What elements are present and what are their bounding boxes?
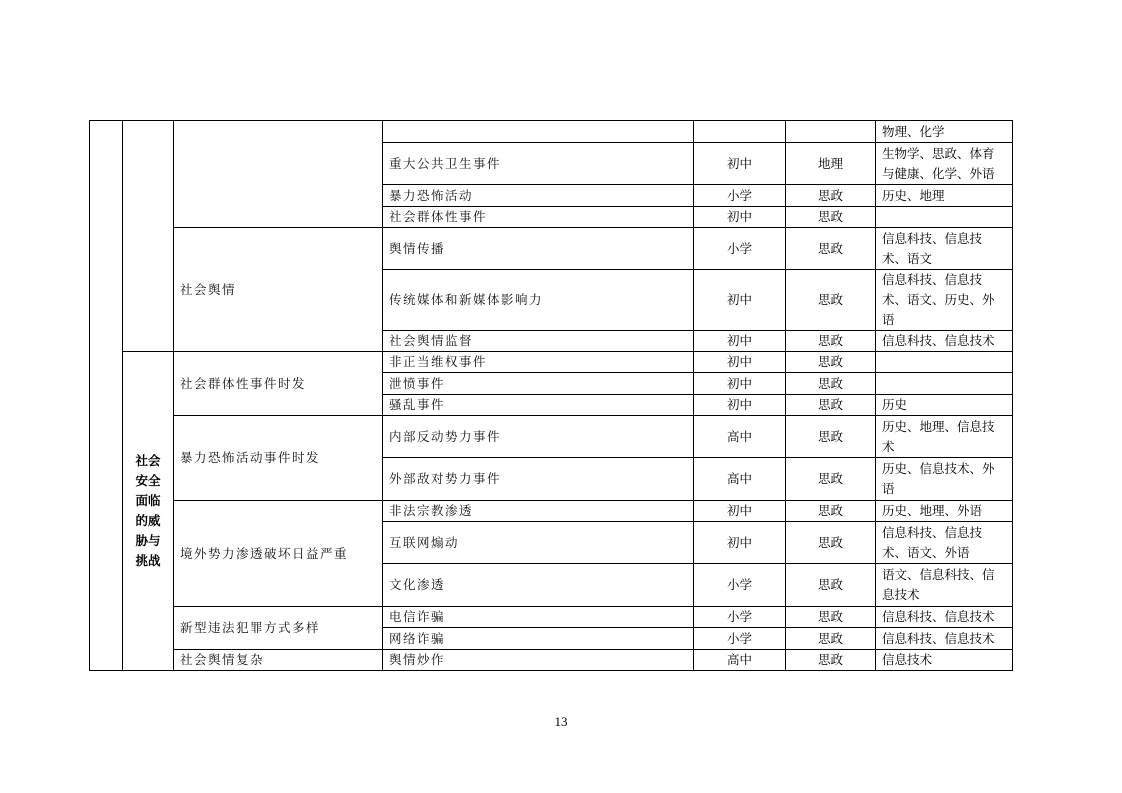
- related-subjects-cell: 历史、信息技术、外语: [876, 458, 1013, 501]
- subject-cell: 思政: [786, 270, 876, 331]
- subject-cell: 思政: [786, 650, 876, 671]
- level-cell: 初中: [694, 143, 786, 185]
- category-cell: [123, 352, 174, 671]
- level-cell: 小学: [694, 564, 786, 607]
- subtopic-cell: 新型违法犯罪方式多样: [174, 607, 383, 650]
- event-cell: 互联网煽动: [383, 522, 694, 564]
- event-cell: 社会群体性事件: [383, 207, 694, 228]
- level-cell: 初中: [694, 331, 786, 352]
- category-cell-continued: [123, 121, 174, 352]
- subject-cell: 思政: [786, 185, 876, 207]
- event-cell: 网络诈骗: [383, 628, 694, 650]
- subject-cell: 思政: [786, 331, 876, 352]
- event-cell: 骚乱事件: [383, 395, 694, 416]
- table-row: [90, 228, 1013, 270]
- level-cell: 高中: [694, 650, 786, 671]
- table-row: [90, 352, 1013, 373]
- event-cell: 非正当维权事件: [383, 352, 694, 373]
- level-cell: 初中: [694, 352, 786, 373]
- event-cell: 非法宗教渗透: [383, 501, 694, 522]
- related-subjects-cell: 历史、地理、外语: [876, 501, 1013, 522]
- curriculum-table: [89, 120, 1013, 671]
- subtopic-cell: 社会舆情: [174, 228, 383, 352]
- level-cell: 高中: [694, 416, 786, 458]
- related-subjects-cell: 信息科技、信息技术、语文: [876, 228, 1013, 270]
- page-number: 13: [554, 714, 568, 729]
- level-cell: 初中: [694, 207, 786, 228]
- subject-cell: 思政: [786, 373, 876, 395]
- level-cell: 初中: [694, 501, 786, 522]
- subtopic-cell: 境外势力渗透破坏日益严重: [174, 501, 383, 607]
- subject-cell: 地理: [786, 143, 876, 185]
- level-cell: 小学: [694, 228, 786, 270]
- level-cell: 高中: [694, 458, 786, 501]
- subtopic-cell: 暴力恐怖活动事件时发: [174, 416, 383, 501]
- related-subjects-cell: [876, 373, 1013, 395]
- subject-cell: 思政: [786, 607, 876, 628]
- event-cell: 内部反动势力事件: [383, 416, 694, 458]
- table-row: [90, 121, 1013, 143]
- level-cell: 小学: [694, 185, 786, 207]
- level-cell: [694, 121, 786, 143]
- subtopic-cell: 社会群体性事件时发: [174, 352, 383, 416]
- subject-cell: 思政: [786, 207, 876, 228]
- category-label: 社会安全面临的威胁与挑战: [135, 453, 161, 568]
- subtopic-cell: 社会舆情复杂: [174, 650, 383, 671]
- subtopic-cell: [174, 121, 383, 228]
- event-cell: 社会舆情监督: [383, 331, 694, 352]
- related-subjects-cell: [876, 352, 1013, 373]
- related-subjects-cell: 信息技术: [876, 650, 1013, 671]
- subject-cell: 思政: [786, 228, 876, 270]
- event-cell: 重大公共卫生事件: [383, 143, 694, 185]
- related-subjects-cell: 历史、地理、信息技术: [876, 416, 1013, 458]
- related-subjects-cell: 物理、化学: [876, 121, 1013, 143]
- subject-cell: [786, 121, 876, 143]
- event-cell: 暴力恐怖活动: [383, 185, 694, 207]
- related-subjects-cell: 信息科技、信息技术: [876, 607, 1013, 628]
- related-subjects-cell: 信息科技、信息技术: [876, 628, 1013, 650]
- table-row: [90, 607, 1013, 628]
- event-cell: 文化渗透: [383, 564, 694, 607]
- related-subjects-cell: 信息科技、信息技术、语文、外语: [876, 522, 1013, 564]
- subject-cell: 思政: [786, 352, 876, 373]
- event-cell: 舆情炒作: [383, 650, 694, 671]
- subject-cell: 思政: [786, 564, 876, 607]
- event-cell: 电信诈骗: [383, 607, 694, 628]
- related-subjects-cell: 生物学、思政、体育与健康、化学、外语: [876, 143, 1013, 185]
- subject-cell: 思政: [786, 416, 876, 458]
- subject-cell: 思政: [786, 522, 876, 564]
- related-subjects-cell: 信息科技、信息技术: [876, 331, 1013, 352]
- level-cell: 初中: [694, 373, 786, 395]
- event-cell: 舆情传播: [383, 228, 694, 270]
- event-cell: [383, 121, 694, 143]
- related-subjects-cell: 信息科技、信息技术、语文、历史、外语: [876, 270, 1013, 331]
- related-subjects-cell: 语文、信息科技、信息技术: [876, 564, 1013, 607]
- related-subjects-cell: 历史、地理: [876, 185, 1013, 207]
- level-cell: 初中: [694, 395, 786, 416]
- level-cell: 初中: [694, 270, 786, 331]
- table-row: [90, 650, 1013, 671]
- event-cell: 传统媒体和新媒体影响力: [383, 270, 694, 331]
- level-cell: 初中: [694, 522, 786, 564]
- event-cell: 泄愤事件: [383, 373, 694, 395]
- table-row: [90, 416, 1013, 458]
- subject-cell: 思政: [786, 458, 876, 501]
- table-row: [90, 501, 1013, 522]
- level-cell: 小学: [694, 628, 786, 650]
- subject-cell: 思政: [786, 501, 876, 522]
- outer-blank-cell: [90, 121, 123, 671]
- subject-cell: 思政: [786, 628, 876, 650]
- event-cell: 外部敌对势力事件: [383, 458, 694, 501]
- subject-cell: 思政: [786, 395, 876, 416]
- related-subjects-cell: 历史: [876, 395, 1013, 416]
- level-cell: 小学: [694, 607, 786, 628]
- related-subjects-cell: [876, 207, 1013, 228]
